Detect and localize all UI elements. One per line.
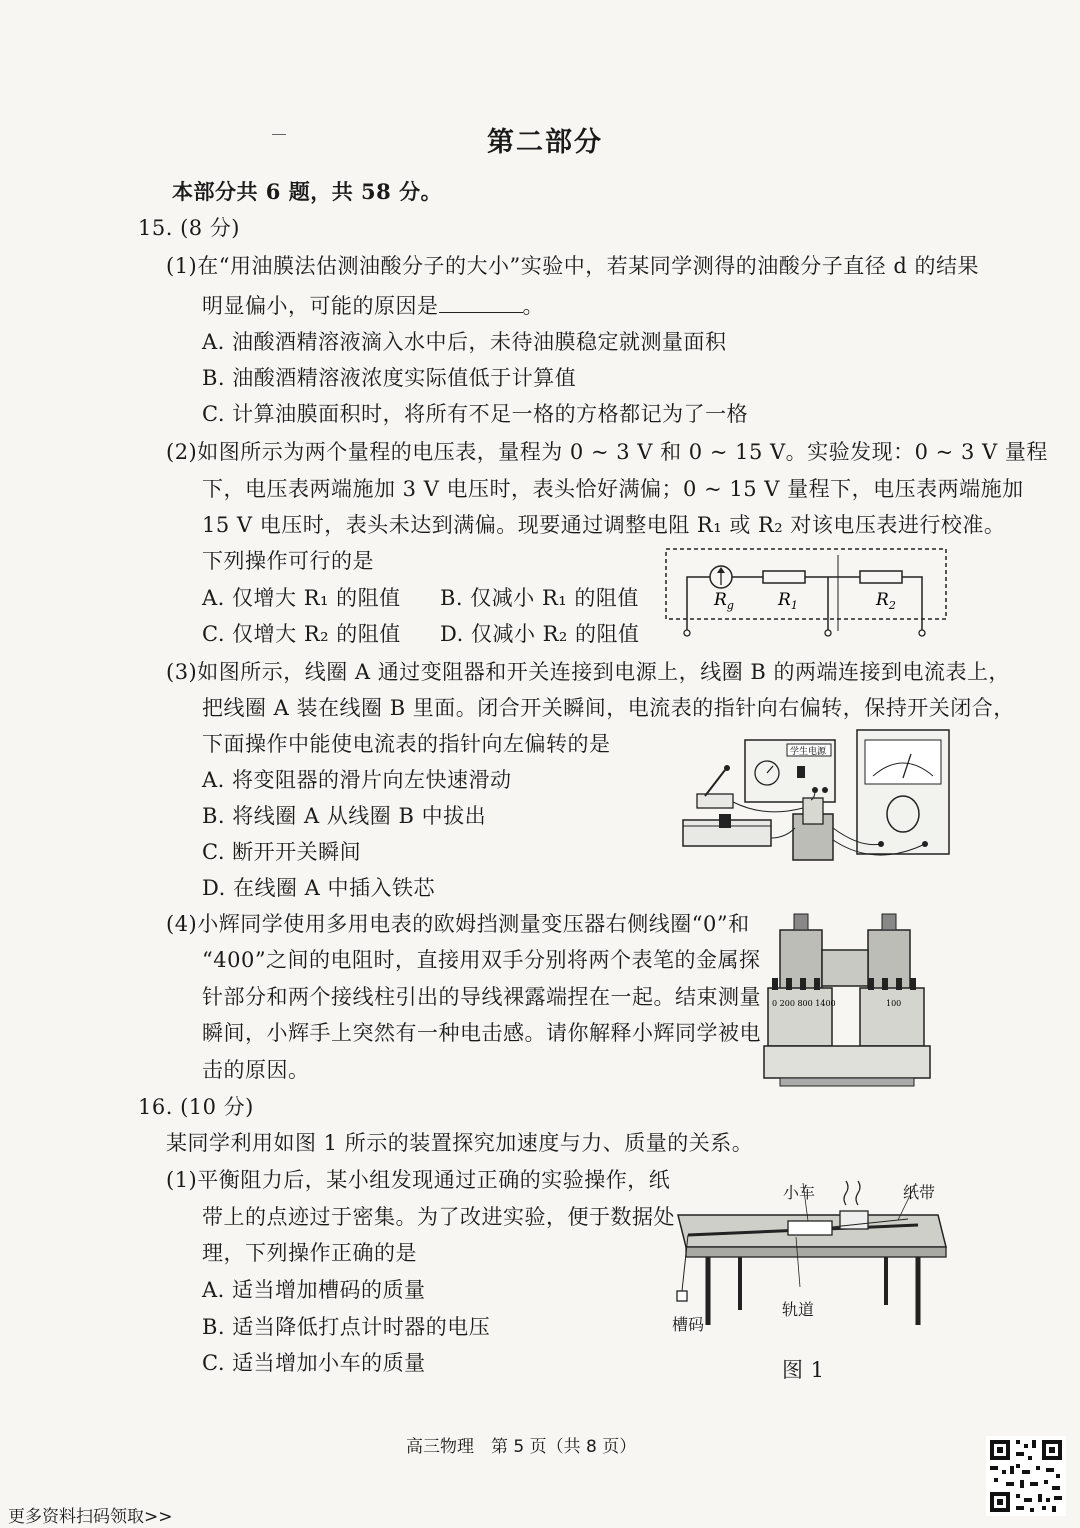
q15-p3-option-a: A. 将变阻器的滑片向左快速滑动: [202, 768, 512, 792]
q15-p1-option-c: C. 计算油膜面积时，将所有不足一格的方格都记为了一格: [202, 402, 749, 426]
left-coil: [768, 988, 832, 1046]
label-car: 小车: [783, 1183, 816, 1202]
figure1-caption: 图 1: [782, 1358, 825, 1382]
q15-p2-option-a: A. 仅增大 R₁ 的阻值: [202, 586, 401, 610]
q16-p1-option-a: A. 适当增加槽码的质量: [202, 1278, 426, 1302]
q16-p1-line2: 带上的点迹过于密集。为了改进实验，便于数据处: [202, 1205, 675, 1229]
q15-p3-line3: 下面操作中能使电流表的指针向左偏转的是: [202, 732, 611, 756]
right-coil: [860, 988, 924, 1046]
iron-core-top: [822, 950, 868, 986]
table-edge: [686, 1247, 946, 1257]
q15-p2-line3: 15 V 电压时，表头未达到满偏。现要通过调整电阻 R₁ 或 R₂ 对该电压表进行校准。: [202, 513, 1006, 537]
section-intro: 本部分共 6 题，共 58 分。: [172, 179, 443, 204]
q15-p4-line2: “400”之间的电阻时，直接用双手分别将两个表笔的金属探: [202, 948, 761, 972]
q15-p2-option-c: C. 仅增大 R₂ 的阻值: [202, 622, 401, 646]
q15-p1-line2-text: 明显偏小，可能的原因是: [202, 294, 439, 318]
q15-p4-line3: 针部分和两个接线柱引出的导线裸露端捏在一起。结束测量: [202, 985, 761, 1009]
q15-p2-line4: 下列操作可行的是: [202, 549, 374, 573]
qr-code-icon[interactable]: [986, 1436, 1066, 1516]
q16-p1-option-c: C. 适当增加小车的质量: [202, 1351, 426, 1375]
coil-a: [803, 798, 823, 824]
page-info: 高三物理 第 5 页（共 8 页）: [406, 1437, 637, 1457]
q15-p1-line2: [202, 294, 544, 317]
right-scale-label: 100: [886, 999, 902, 1008]
q16-number: 16. (10 分): [138, 1095, 254, 1119]
q15-p4-line4: 瞬间，小辉手上突然有一种电击感。请你解释小辉同学被电: [202, 1021, 761, 1045]
q15-p1-line2-end: 。: [522, 294, 544, 318]
transformer-base: [764, 1046, 930, 1078]
hanging-weight: [677, 1291, 687, 1301]
rheostat-slider: [719, 814, 731, 828]
induction-experiment-figure: [675, 728, 955, 878]
q15-p4-line5: 击的原因。: [202, 1058, 310, 1082]
power-supply-label: 学生电源: [790, 747, 827, 757]
cart: [788, 1221, 832, 1235]
terminal-middle: [825, 630, 831, 636]
wire-a: [733, 802, 803, 812]
q15-p2-line1: (2)如图所示为两个量程的电压表，量程为 0 ~ 3 V 和 0 ~ 15 V。实验发现：0 ~ 3 V 量程: [166, 440, 1048, 464]
wire-right: [902, 577, 922, 633]
answer-blank: [439, 294, 523, 313]
label-track: 轨道: [782, 1300, 815, 1319]
q15-p3-option-d: D. 在线圈 A 中插入铁芯: [202, 876, 435, 900]
resistor-r2: [860, 571, 902, 583]
voltmeter-circuit-figure: [660, 545, 950, 640]
q15-p3-option-b: B. 将线圈 A 从线圈 B 中拔出: [202, 804, 487, 828]
switch-lever: [705, 770, 725, 796]
left-scale-label: 0 200 800 1400: [772, 999, 836, 1008]
q16-intro: 某同学利用如图 1 所示的装置探究加速度与力、质量的关系。: [166, 1131, 754, 1155]
q16-p1-line3: 理，下列操作正确的是: [202, 1241, 417, 1265]
q15-number: 15. (8 分): [138, 216, 240, 240]
scan-mark: [272, 134, 286, 135]
q15-p2-option-b: B. 仅减小 R₁ 的阻值: [440, 586, 639, 610]
q15-p1-option-b: B. 油酸酒精溶液浓度实际值低于计算值: [202, 366, 577, 390]
timer-wire-1: [844, 1181, 848, 1205]
resistor-r1: [763, 571, 805, 583]
base-foot: [780, 1078, 914, 1086]
switch-base: [697, 794, 733, 808]
power-switch: [797, 766, 805, 778]
q15-p3-line1: (3)如图所示，线圈 A 通过变阻器和开关连接到电源上，线圈 B 的两端连接到电流表上，: [166, 660, 1011, 684]
transformer-figure: [760, 910, 935, 1090]
terminal-left: [684, 630, 690, 636]
arrow-head-icon: [717, 567, 725, 573]
more-resources-link[interactable]: 更多资料扫码领取>>: [8, 1507, 173, 1527]
terminal-right: [919, 630, 925, 636]
label-r1: $R_1$: [778, 590, 798, 612]
wire-b: [771, 828, 795, 838]
switch-knob: [724, 765, 730, 771]
dashed-box: [666, 549, 946, 619]
q15-p1-option-a: A. 油酸酒精溶液滴入水中后，未待油膜稳定就测量面积: [202, 330, 727, 354]
wire-left: [687, 577, 710, 633]
q15-p1-line1: (1)在“用油膜法估测油酸分子的大小”实验中，若某同学测得的油酸分子直径 d 的结果: [166, 254, 980, 278]
q15-p3-option-c: C. 断开开关瞬间: [202, 840, 362, 864]
q15-p3-line2: 把线圈 A 装在线圈 B 里面。闭合开关瞬间，电流表的指针向右偏转，保持开关闭合，: [202, 696, 1015, 720]
q16-p1-line1: (1)平衡阻力后，某小组发现通过正确的实验操作，纸: [166, 1168, 671, 1192]
label-weight: 槽码: [672, 1315, 705, 1334]
label-r2: $R_2$: [876, 590, 896, 612]
right-knob: [882, 914, 896, 930]
q15-p2-line2: 下，电压表两端施加 3 V 电压时，表头恰好满偏；0 ~ 15 V 量程下，电压表两端施加: [202, 477, 1024, 501]
label-rg: $R_g$: [714, 590, 734, 612]
timer: [840, 1211, 868, 1229]
q15-p2-option-d: D. 仅减小 R₂ 的阻值: [440, 622, 640, 646]
timer-wire-2: [856, 1181, 860, 1205]
power-terminal-2: [822, 787, 828, 793]
q16-p1-option-b: B. 适当降低打点计时器的电压: [202, 1315, 491, 1339]
left-knob: [794, 914, 808, 930]
label-tape: 纸带: [903, 1183, 936, 1202]
q15-p4-line1: (4)小辉同学使用多用电表的欧姆挡测量变压器右侧线圈“0”和: [166, 912, 750, 936]
section-title: 第二部分: [487, 127, 603, 158]
